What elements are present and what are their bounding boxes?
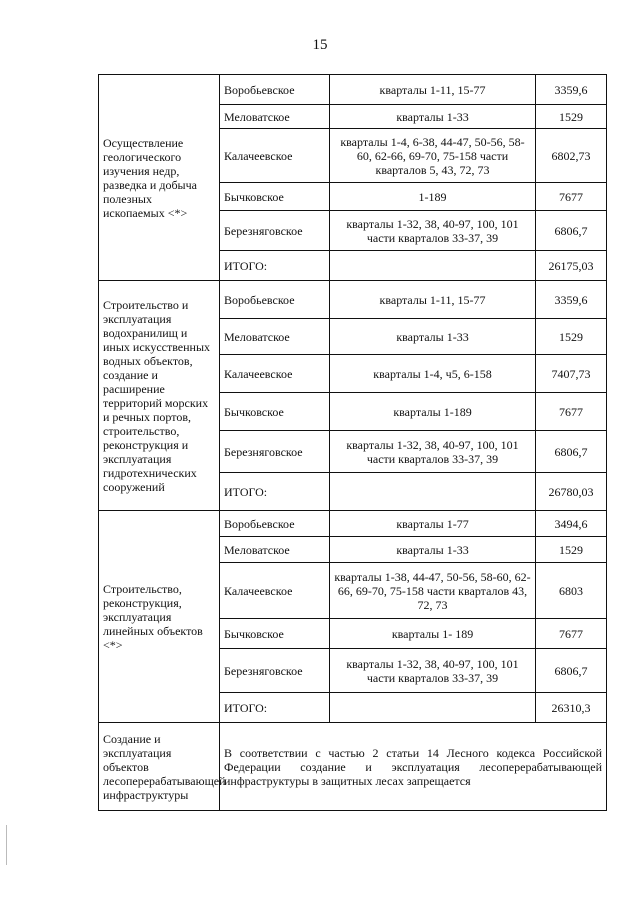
area-cell: 1529 [536,105,607,129]
area-cell: 3359,6 [536,281,607,319]
area-cell: 6806,7 [536,431,607,473]
total-area: 26310,3 [536,693,607,723]
blocks-cell: кварталы 1-38, 44-47, 50-56, 58-60, 62-66, 69-70, 75-158 части кварталов 43, 72, 73 [330,563,536,619]
forestry-cell: Бычковское [220,393,330,431]
area-cell: 7677 [536,619,607,649]
blocks-cell: кварталы 1-32, 38, 40-97, 100, 101 части кварталов 33-37, 39 [330,211,536,251]
page-number: 15 [312,37,328,53]
area-cell: 6803 [536,563,607,619]
forestry-cell: Березняговское [220,211,330,251]
scan-edge-mark [6,825,7,865]
forest-use-table [98,74,607,811]
total-label: ИТОГО: [220,251,330,281]
forestry-cell: Воробьевское [220,75,330,105]
area-cell: 7677 [536,393,607,431]
blocks-cell: кварталы 1-77 [330,511,536,537]
area-cell: 7407,73 [536,355,607,393]
blocks-cell: кварталы 1-4, 6-38, 44-47, 50-56, 58-60, 62-66, 69-70, 75-158 части кварталов 5, 43, 72, 73 [330,129,536,183]
blocks-cell: кварталы 1-32, 38, 40-97, 100, 101 части кварталов 33-37, 39 [330,649,536,693]
forestry-cell: Калачеевское [220,563,330,619]
blocks-cell: кварталы 1-11, 15-77 [330,281,536,319]
area-cell: 6806,7 [536,649,607,693]
forestry-cell: Воробьевское [220,511,330,537]
blocks-cell: кварталы 1-4, ч5, 6-158 [330,355,536,393]
table-row [99,723,607,811]
blocks-cell: 1-189 [330,183,536,211]
blocks-cell: кварталы 1-33 [330,319,536,355]
blocks-cell: кварталы 1- 189 [330,619,536,649]
total-area: 26175,03 [536,251,607,281]
activity-cell: Строительство и эксплуатация водохранилищ и иных искусственных водных объектов, создание и расширение территорий морских и речных портов, строительство, реконструкция и эксплуатация гидротехнических сооружений [99,281,220,511]
area-cell: 1529 [536,319,607,355]
blocks-cell: кварталы 1-11, 15-77 [330,75,536,105]
forestry-cell: Бычковское [220,183,330,211]
table-row [99,75,607,105]
activity-cell: Строительство, реконструкция, эксплуатация линейных объектов <*> [99,511,220,723]
forestry-cell: Березняговское [220,649,330,693]
area-cell: 6806,7 [536,211,607,251]
blocks-cell: кварталы 1-33 [330,105,536,129]
forestry-cell: Калачеевское [220,129,330,183]
blocks-cell: кварталы 1-32, 38, 40-97, 100, 101 части кварталов 33-37, 39 [330,431,536,473]
forestry-cell: Бычковское [220,619,330,649]
forestry-cell: Меловатское [220,319,330,355]
forestry-cell: Калачеевское [220,355,330,393]
forestry-cell: Воробьевское [220,281,330,319]
blocks-cell: кварталы 1-189 [330,393,536,431]
table-row [99,511,607,537]
forestry-cell: Меловатское [220,537,330,563]
prohibition-note: В соответствии с частью 2 статьи 14 Лесного кодекса Российской Федерации создание и эксплуатация лесоперерабатывающей инфраструктуры в защитных лесах запрещается [220,723,607,811]
total-label: ИТОГО: [220,693,330,723]
area-cell: 1529 [536,537,607,563]
table-row [99,281,607,319]
forestry-cell: Березняговское [220,431,330,473]
area-cell: 6802,73 [536,129,607,183]
blocks-cell: кварталы 1-33 [330,537,536,563]
total-label: ИТОГО: [220,473,330,511]
forestry-cell: Меловатское [220,105,330,129]
area-cell: 7677 [536,183,607,211]
area-cell: 3494,6 [536,511,607,537]
total-area: 26780,03 [536,473,607,511]
activity-cell: Осуществление геологического изучения недр, разведка и добыча полезных ископаемых <*> [99,75,220,281]
area-cell: 3359,6 [536,75,607,105]
activity-cell: Создание и эксплуатация объектов лесоперерабатывающей инфраструктуры [99,723,220,811]
